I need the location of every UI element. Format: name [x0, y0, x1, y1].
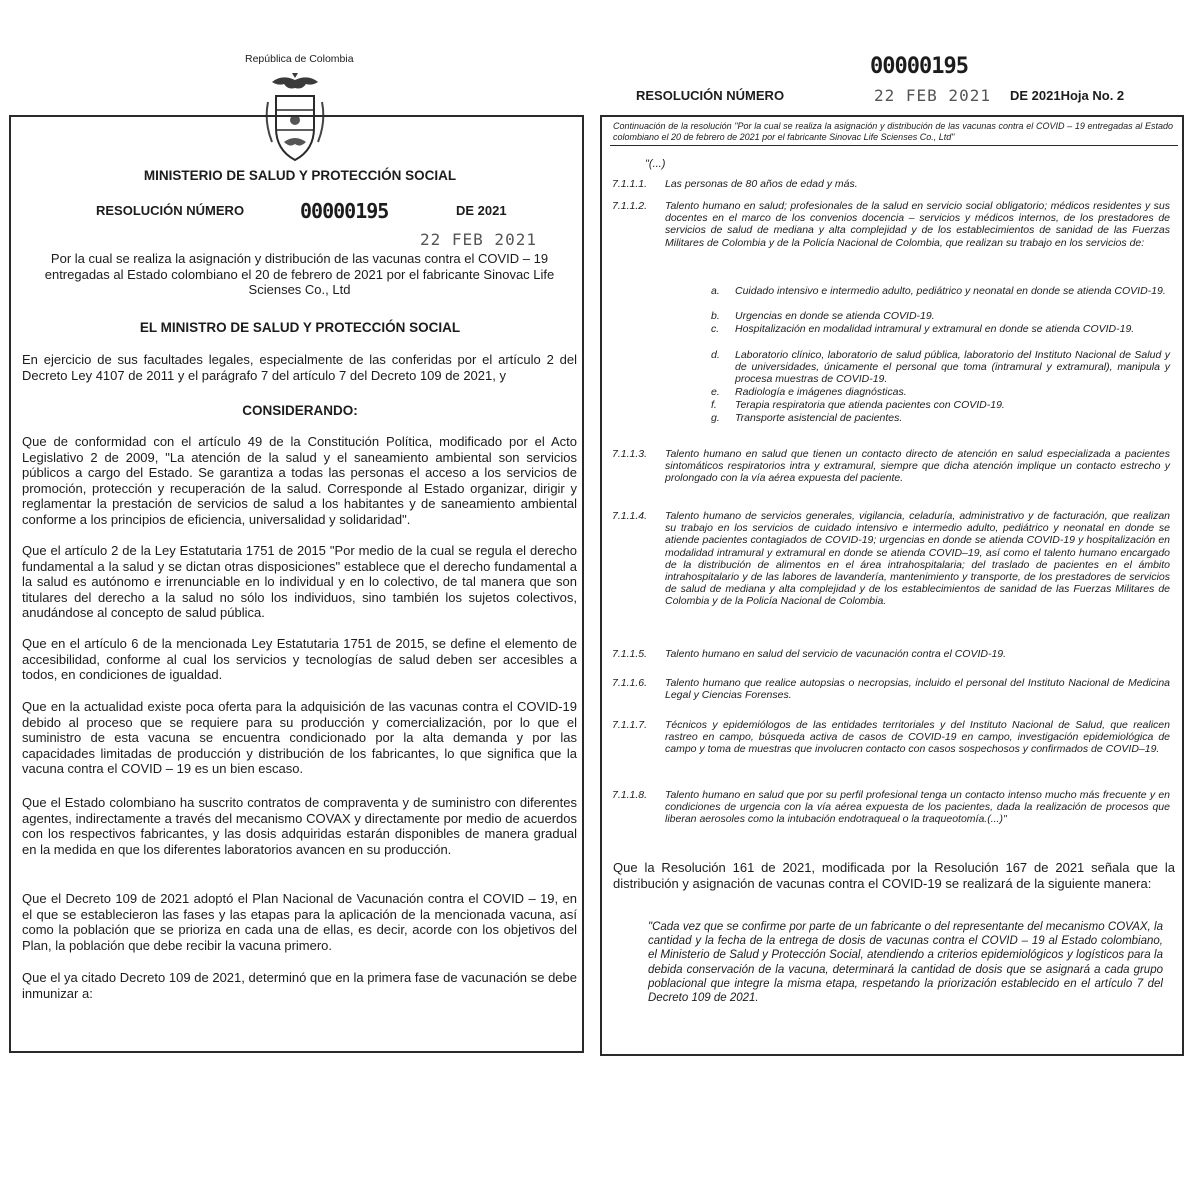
subitem-text: Radiología e imágenes diagnósticas. [735, 386, 907, 398]
item-text: Talento humano en salud; profesionales de la salud en servicio social obligatorio; médicos residentes y sus docentes en el marco de los convenios docencia – servicios y médicos internos, de los prestadores de servicios de salud de mediana y alta complejidad y de los establecimientos de sanidad de las Fuerzas Militares de Colombia y de la Policía Nacional de Colombia, que realizan su trabajo en los servicios de: [665, 200, 1170, 249]
minister-heading: EL MINISTRO DE SALUD Y PROTECCIÓN SOCIAL [139, 320, 461, 335]
resolution-number: 00000195 [870, 54, 968, 79]
page-number: DE 2021Hoja No. 2 [1010, 88, 1125, 103]
republic-header: República de Colombia [245, 53, 354, 65]
subitem-text: Hospitalización en modalidad intramural y extramural en donde se atienda COVID-19. [735, 323, 1135, 335]
subitem-text: Terapia respiratoria que atienda pacientes con COVID-19. [735, 399, 1005, 411]
resolution-number: 00000195 [300, 199, 389, 223]
item-number: 7.1.1.6. [612, 677, 648, 689]
resolution-label: RESOLUCIÓN NÚMERO [636, 88, 785, 103]
considerando-paragraph: Que en el artículo 6 de la mencionada Ley Estatutaria 1751 de 2015, se define el elemento de accesibilidad, conforme al cual los servicios y tecnologías de salud deben ser accesibles a todos, en condiciones de igualdad. [22, 636, 577, 683]
item-number: 7.1.1.5. [612, 648, 648, 660]
considerando-paragraph: Que en la actualidad existe poca oferta para la adquisición de las vacunas contra el COVID-19 debido al proceso que se requiere para su producción y comercialización, por lo que el suministro de esta vacuna se encuentra condicionado por la alta demanda y por las capacidades limitadas de producción y distribución de los fabricantes, lo que significa que la vacuna contra el COVID – 19 es un bien escaso. [22, 699, 577, 777]
subitem-letter: a. [711, 285, 720, 297]
resolution-label: RESOLUCIÓN NÚMERO [96, 203, 245, 218]
considerando-paragraph: Que el artículo 2 de la Ley Estatutaria 1751 de 2015 "Por medio de la cual se regula el derecho fundamental a la salud y se dictan otras disposiciones" establece que el derecho fundamental a la salud es autónomo e irrenunciable en lo individual y en lo colectivo, de tal manera que son titulares del derecho a la salud no sólo los individuos, sino también los sujetos colectivos, anudándose al concepto de salud pública. [22, 543, 577, 621]
subitem-letter: d. [711, 349, 720, 361]
considerando-paragraph: Que el ya citado Decreto 109 de 2021, determinó que en la primera fase de vacunación se debe inmunizar a: [22, 970, 577, 1001]
considerando-paragraph: Que de conformidad con el artículo 49 de la Constitución Política, modificado por el Acto Legislativo 2 de 2009, "La atención de la salud y el saneamiento ambiental son servicios públicos a cargo del Estado. Se garantiza a todas las personas el acceso a los servicios de promoción, protección y recuperación de la salud. Corresponde al Estado organizar, dirigir y reglamentar la prestación de servicios de salud a los habitantes y de saneamiento ambiental conforme a los principios de eficiencia, universalidad y solidaridad". [22, 434, 577, 527]
ministry-title: MINISTERIO DE SALUD Y PROTECCIÓN SOCIAL [143, 168, 457, 183]
preamble: En ejercicio de sus facultades legales, especialmente de las conferidas por el artículo 2 del Decreto Ley 4107 de 2011 y el parágrafo 7 del artículo 7 del Decreto 109 de 2021, y [22, 352, 577, 383]
item-text: Técnicos y epidemiólogos de las entidades territoriales y del Instituto Nacional de Salud, que realicen rastreo en campo, búsqueda activa de casos de COVID-19 en campo, investigación epidemiológica de campo y toma de muestras que involucren contacto con casos sospechosos y confirmados de COVID–19. [665, 719, 1170, 756]
resolution-year: DE 2021 [456, 203, 507, 218]
continuation-header: Continuación de la resolución "Por la cual se realiza la asignación y distribución de las vacunas contra el COVID – 19 entregadas al Estado colombiano el 20 de febrero de 2021 por el fabricante Sinovac Life Scienses Co., Ltd" [613, 121, 1173, 142]
quote-open: "(...) [645, 158, 666, 170]
subitem-letter: e. [711, 386, 720, 398]
subitem-text: Laboratorio clínico, laboratorio de salud pública, laboratorio del Instituto Nacional de Salud y de universidades, únicamente el personal que toma (intramural y extramural), manipula y procesa muestras de COVID-19. [735, 349, 1170, 386]
item-number: 7.1.1.7. [612, 719, 648, 731]
item-number: 7.1.1.4. [612, 510, 648, 522]
item-text: Talento humano en salud que por su perfil profesional tenga un contacto intenso mucho más frecuente y en condiciones de urgencia con la vía aérea expuesta de los pacientes, dada la realización de procesos que liberan aerosoles como la intubación endotraqueal o la traqueotomía.(...)" [665, 789, 1170, 826]
considerando-heading: CONSIDERANDO: [242, 403, 358, 418]
item-text: Talento humano de servicios generales, vigilancia, celaduría, administrativo y de facturación, que realizan su trabajo en los servicios de cuidado intensivo e intermedio adulto, pediátrico y neonatal en donde se atiende pacientes contagiados de COVID-19; urgencias en donde se atienda COVID-19 y hospitalización en modalidad intramural y extramural en donde se atienda COVID–19, así como el talento humano encargado de la distribución de alimentos en el área intrahospitalaria; del traslado de pacientes en el ámbito intrahospitalario y de las labores de lavandería, mantenimiento y transporte, de los prestadores de servicios de salud de mediana y alta complejidad y de los establecimientos de sanidad de las Fuerzas Militares de Colombia y de la Policía Nacional de Colombia. [665, 510, 1170, 608]
item-number: 7.1.1.2. [612, 200, 648, 212]
subitem-letter: f. [711, 399, 717, 411]
quoted-text: "Cada vez que se confirme por parte de un fabricante o del representante del mecanismo COVAX, la cantidad y la fecha de la entrega de dosis de vacunas contra el COVID – 19 al Estado colombiano, el Ministerio de Salud y Protección Social, atendiendo a criterios epidemiológicos y logísticos para la debida conservación de la vacuna, determinará la cantidad de dosis que se asignará a cada grupo poblacional que integre la misma etapa, respetando la priorización establecido en el artículo 7 del Decreto 109 de 2021. [648, 921, 1163, 1005]
item-text: Talento humano que realice autopsias o necropsias, incluido el personal del Instituto Nacional de Medicina Legal y Ciencias Forenses. [665, 677, 1170, 702]
resolution-paragraph: Que la Resolución 161 de 2021, modificada por la Resolución 167 de 2021 señala que la distribución y asignación de vacunas contra el COVID-19 se realizará de la siguiente manera: [613, 860, 1175, 891]
item-text: Talento humano en salud que tienen un contacto directo de atención en salud especializada a pacientes sintomáticos respiratorios intra y extramural, siempre que dicha atención implique un contacto estrecho y prolongado con la vía aérea expuesta del paciente. [665, 448, 1170, 485]
subitem-letter: g. [711, 412, 720, 424]
subitem-text: Cuidado intensivo e intermedio adulto, pediátrico y neonatal en donde se atienda COVID-19. [735, 285, 1166, 297]
item-text: Las personas de 80 años de edad y más. [665, 178, 858, 190]
considerando-paragraph: Que el Estado colombiano ha suscrito contratos de compraventa y de suministro con diferentes agentes, indirectamente a través del mecanismo COVAX y directamente por medio de acuerdos con los respectivos fabricantes, y las dosis adquiridas estarán disponibles de manera gradual en la medida en que los diferentes laboratorios avancen en su producción. [22, 795, 577, 857]
item-number: 7.1.1.1. [612, 178, 648, 190]
resolution-subject: Por la cual se realiza la asignación y distribución de las vacunas contra el COVID – 19 entregadas al Estado colombiano el 20 de febrero de 2021 por el fabricante Sinovac Life Scienses Co., Ltd [44, 251, 555, 297]
subitem-text: Urgencias en donde se atienda COVID-19. [735, 310, 935, 322]
item-number: 7.1.1.3. [612, 448, 648, 460]
date-stamp: 22 FEB 2021 [420, 230, 537, 249]
divider [610, 145, 1178, 146]
considerando-paragraph: Que el Decreto 109 de 2021 adoptó el Plan Nacional de Vacunación contra el COVID – 19, en el que se establecieron las fases y las etapas para la aplicación de la mencionada vacuna, así como la población que se prioriza en cada una de ellas, es decir, acorde con los objetivos del Plan, la población que debe recibir la vacuna primero. [22, 891, 577, 953]
subitem-text: Transporte asistencial de pacientes. [735, 412, 903, 424]
subitem-letter: b. [711, 310, 720, 322]
item-number: 7.1.1.8. [612, 789, 648, 801]
item-text: Talento humano en salud del servicio de vacunación contra el COVID-19. [665, 648, 1007, 660]
date-stamp: 22 FEB 2021 [874, 86, 991, 105]
subitem-letter: c. [711, 323, 720, 335]
